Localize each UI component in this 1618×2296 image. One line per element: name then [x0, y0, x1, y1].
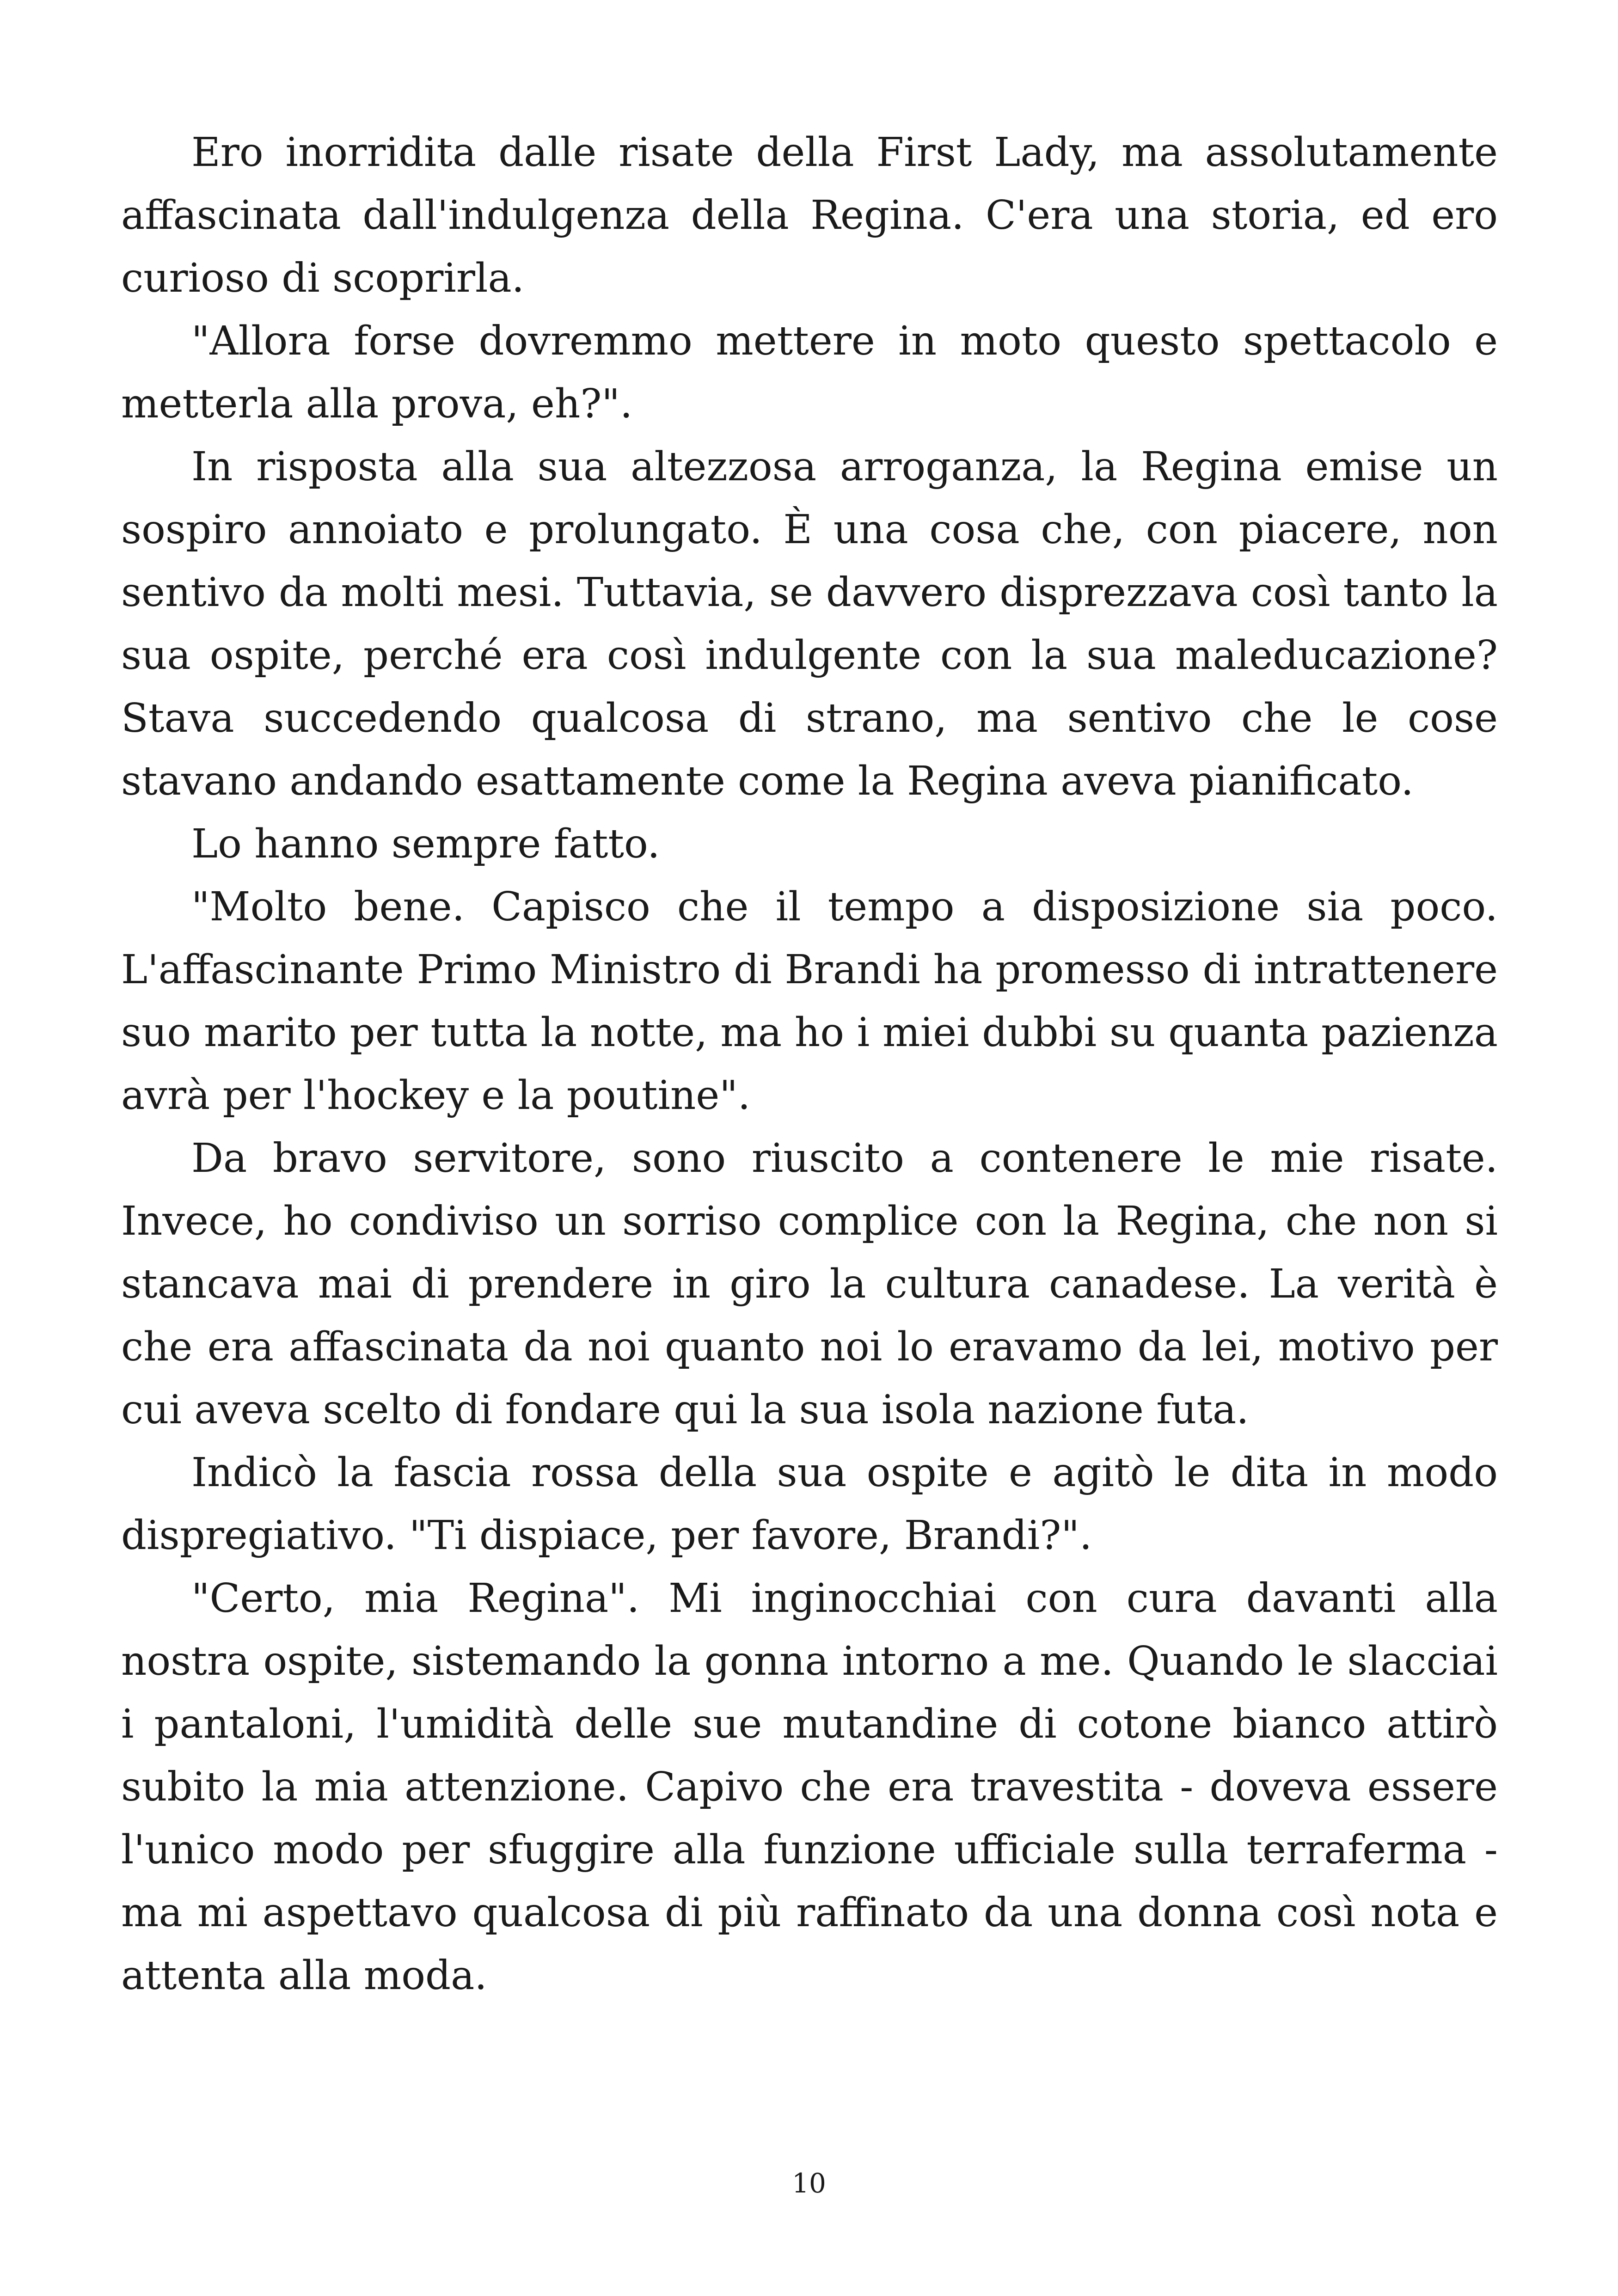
paragraph: Lo hanno sempre fatto.	[191, 821, 660, 867]
paragraph: "Molto bene. Capisco che il tempo a disposizione sia poco. L'affascinante Primo Ministro di Brandi ha promesso di intrattenere suo marito per tutta la notte, ma ho i miei dubbi su quanta pazienza avrà per l'hockey e la poutine".	[121, 884, 1498, 1119]
paragraph: "Allora forse dovremmo mettere in moto questo spettacolo e metterla alla prova, eh?".	[121, 318, 1498, 427]
page-number: 10	[792, 2167, 826, 2199]
paragraph: Da bravo servitore, sono riuscito a contenere le mie risate. Invece, ho condiviso un sorriso complice con la Regina, che non si stancava mai di prendere in giro la cultura canadese. La verità è che era affascinata da noi quanto noi lo eravamo da lei, motivo per cui aveva scelto di fondare qui la sua isola nazione futa.	[121, 1135, 1498, 1433]
paragraph: Ero inorridita dalle risate della First Lady, ma assolutamente affascinata dall'indulgenza della Regina. C'era una storia, ed ero curioso di scoprirla.	[121, 129, 1498, 301]
paragraph: In risposta alla sua altezzosa arroganza, la Regina emise un sospiro annoiato e prolungato. È una cosa che, con piacere, non sentivo da molti mesi. Tuttavia, se davvero disprezzava così tanto la sua ospite, perché era così indulgente con la sua maleducazione? Stava succedendo qualcosa di strano, ma sentivo che le cose stavano andando esattamente come la Regina aveva pianificato.	[121, 444, 1498, 804]
paragraph: "Certo, mia Regina". Mi inginocchiai con cura davanti alla nostra ospite, sistemando la gonna intorno a me. Quando le slacciai i pantaloni, l'umidità delle sue mutandine di cotone bianco attirò subito la mia attenzione. Capivo che era travestita - doveva essere l'unico modo per sfuggire alla funzione ufficiale sulla terraferma - ma mi aspettavo qualcosa di più raffinato da una donna così nota e attenta alla moda.	[121, 1575, 1498, 1999]
paragraph: Indicò la fascia rossa della sua ospite e agitò le dita in modo dispregiativo. "Ti dispiace, per favore, Brandi?".	[121, 1450, 1498, 1559]
body-text	[121, 121, 1498, 2007]
